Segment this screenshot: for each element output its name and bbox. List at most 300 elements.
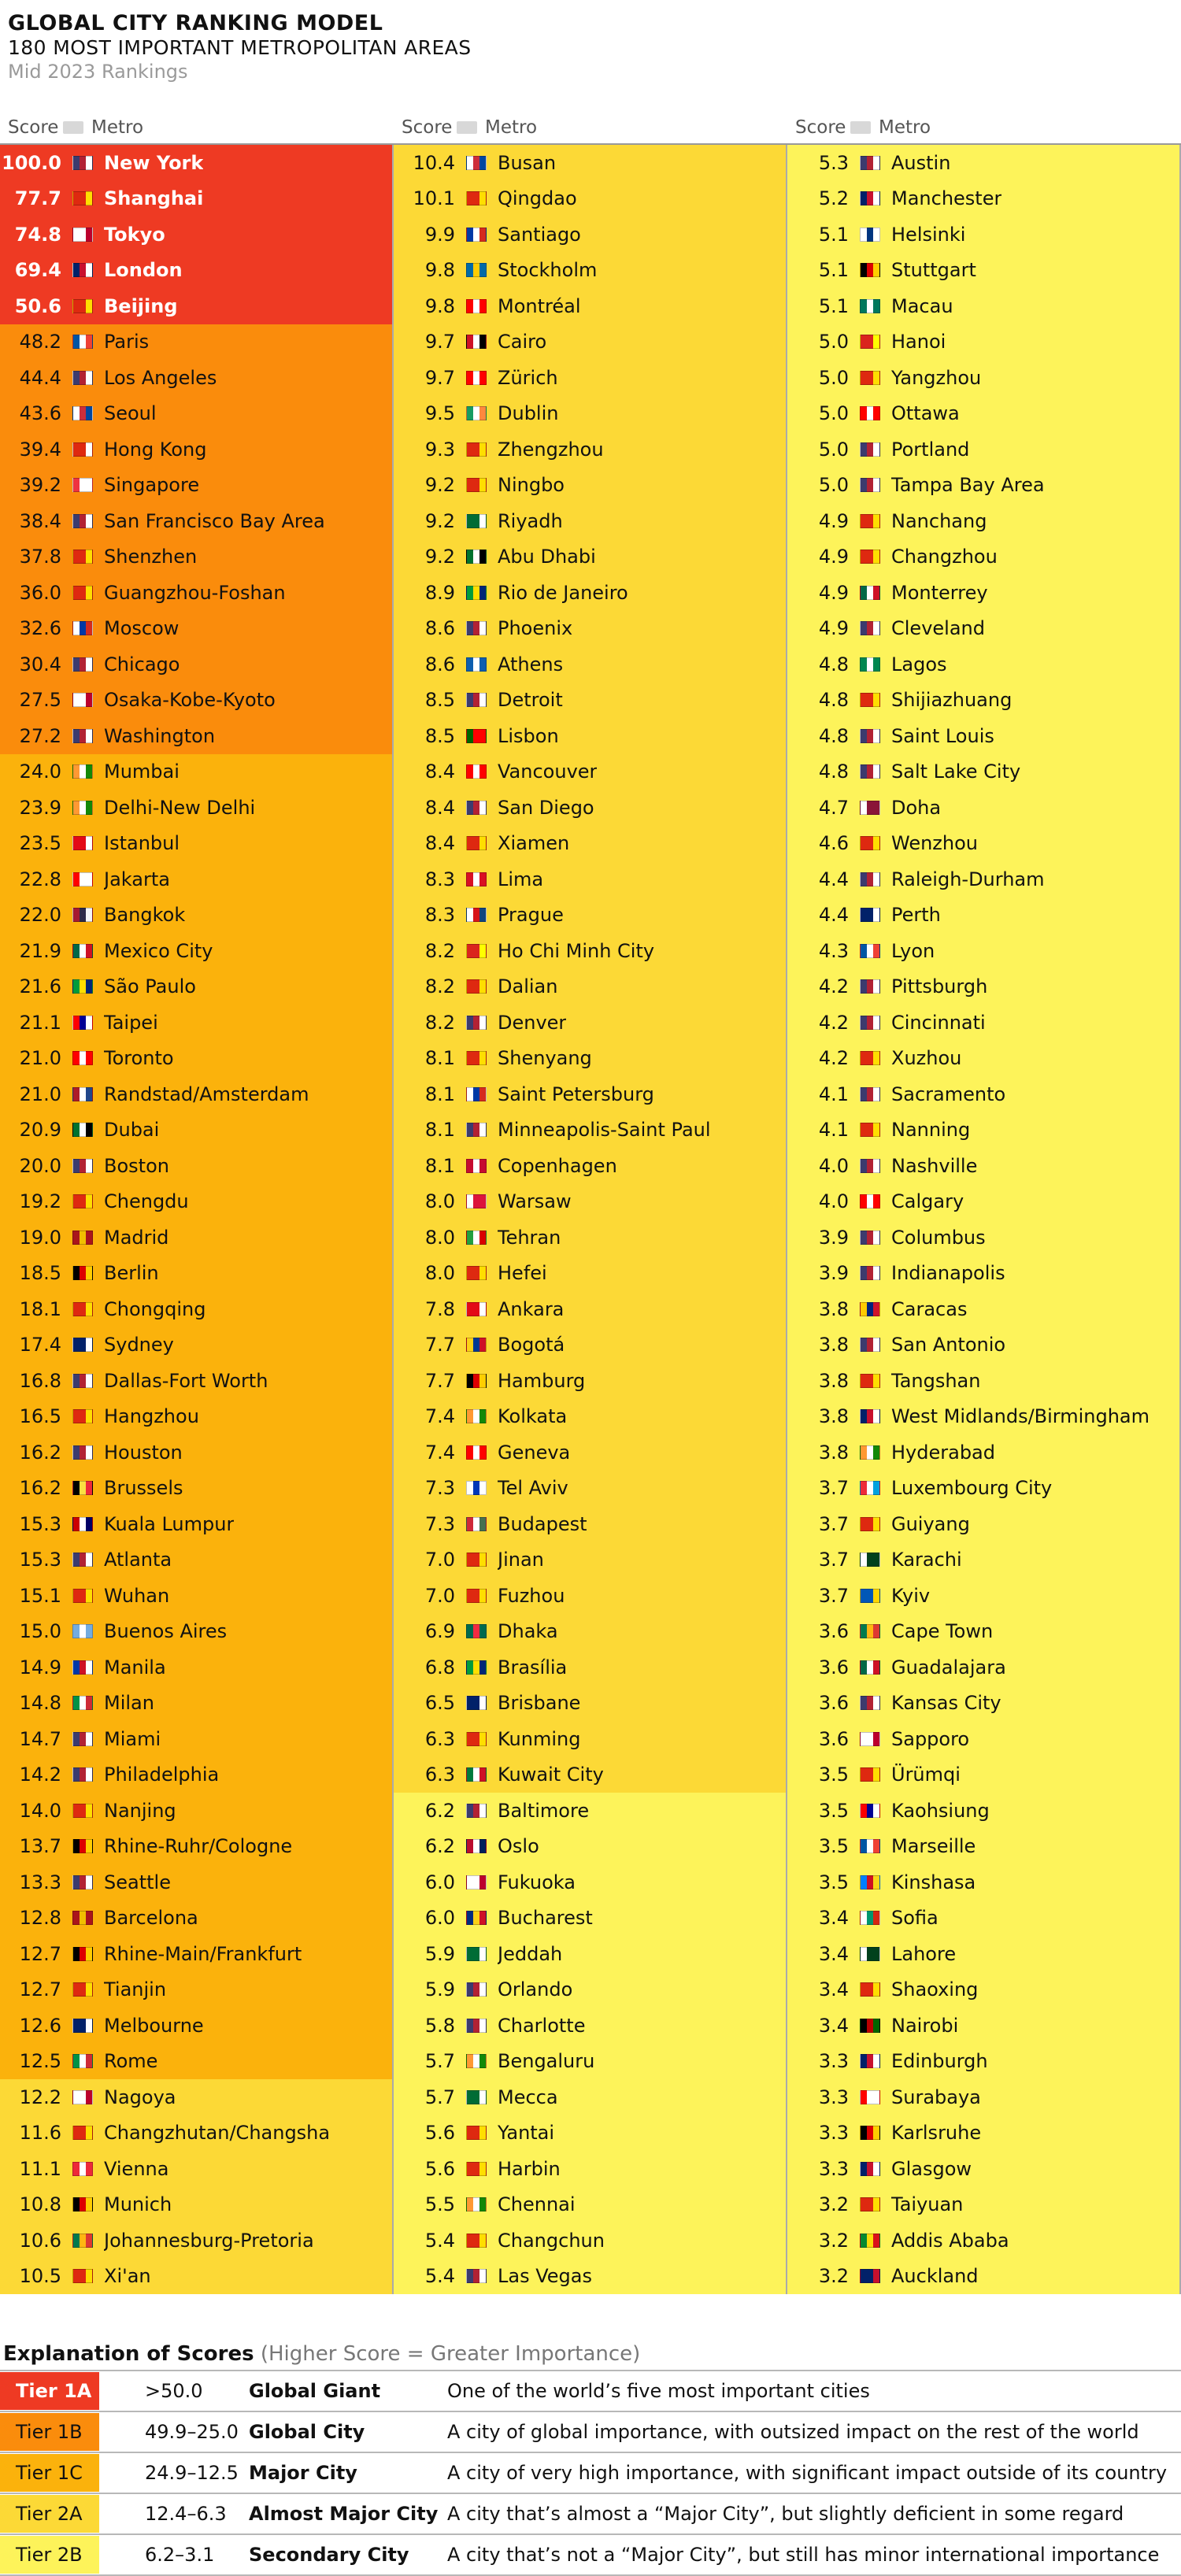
explanation-row [0, 2494, 1181, 2535]
metro-name: Salt Lake City [891, 761, 1021, 783]
metro-score: 8.4 [424, 761, 455, 783]
metro-score: 16.2 [19, 1477, 61, 1500]
metro-name: Ho Chi Minh City [498, 939, 655, 962]
ranking-row [0, 1614, 394, 1650]
metro-name: Auckland [891, 2265, 979, 2288]
metro-name: Perth [891, 904, 941, 927]
us-flag-icon [72, 1875, 93, 1889]
page-title: GLOBAL CITY RANKING MODEL [8, 11, 383, 35]
metro-score: 9.3 [424, 438, 455, 461]
ranking-row [787, 1757, 1181, 1793]
ranking-row [787, 1434, 1181, 1471]
gb-flag-icon [860, 2054, 880, 2068]
cn-flag-icon [860, 1123, 880, 1137]
ch-flag-icon [466, 371, 487, 385]
metro-score: 21.0 [19, 1047, 61, 1070]
metro-score: 9.7 [424, 331, 455, 353]
ranking-row [787, 2259, 1181, 2295]
ranking-row [787, 217, 1181, 253]
metro-score: 21.9 [19, 939, 61, 962]
us-flag-icon [72, 1732, 93, 1746]
metro-name: Shijiazhuang [891, 689, 1013, 712]
us-flag-icon [72, 1159, 93, 1173]
metro-name: Fukuoka [498, 1871, 576, 1893]
ranking-row [0, 2223, 394, 2259]
ar-flag-icon [72, 1624, 93, 1638]
metro-name: Budapest [498, 1512, 587, 1535]
cn-flag-icon [72, 550, 93, 564]
metro-score: 5.9 [424, 1942, 455, 1965]
ranking-row [0, 217, 394, 253]
metro-name: Hangzhou [104, 1405, 199, 1428]
column-header-score: Score [8, 117, 59, 138]
pk-flag-icon [860, 1553, 880, 1567]
metro-score: 9.9 [424, 223, 455, 246]
metro-score: 10.6 [19, 2229, 61, 2252]
metro-name: Baltimore [498, 1799, 590, 1822]
ie-flag-icon [466, 406, 487, 420]
metro-name: San Francisco Bay Area [104, 509, 325, 532]
metro-score: 3.4 [818, 1942, 849, 1965]
metro-name: Tianjin [104, 1978, 167, 2001]
metro-score: 3.6 [818, 1620, 849, 1643]
metro-score: 4.8 [818, 761, 849, 783]
metro-name: Macau [891, 294, 953, 317]
metro-name: Saint Petersburg [498, 1083, 654, 1105]
tier-description: A city of global importance, with outsized impact on the rest of the world [447, 2421, 1139, 2443]
score-range: 12.4–6.3 [145, 2503, 227, 2525]
metro-score: 4.0 [818, 1190, 849, 1213]
us-flag-icon [860, 1696, 880, 1710]
ranking-row [787, 324, 1181, 361]
metro-score: 43.6 [19, 402, 61, 425]
metro-name: Atlanta [104, 1549, 172, 1571]
ranking-row [394, 1793, 787, 1829]
ranking-row [787, 1291, 1181, 1327]
ranking-row [394, 826, 787, 862]
metro-name: Orlando [498, 1978, 573, 2001]
ranking-row [394, 1542, 787, 1579]
cn-flag-icon [466, 442, 487, 457]
fr-flag-icon [72, 335, 93, 349]
metro-name: Seattle [104, 1871, 171, 1893]
ranking-row [0, 1327, 394, 1364]
ranking-row [394, 754, 787, 790]
us-flag-icon [72, 1374, 93, 1388]
ranking-row [0, 1184, 394, 1220]
metro-name: Sapporo [891, 1727, 970, 1750]
metro-score: 4.0 [818, 1154, 849, 1177]
metro-score: 4.8 [818, 724, 849, 747]
tw-flag-icon [860, 1804, 880, 1818]
jp-flag-icon [72, 693, 93, 707]
metro-score: 5.3 [818, 151, 849, 174]
ranking-row [787, 288, 1181, 324]
metro-score: 7.4 [424, 1405, 455, 1428]
cn-flag-icon [466, 1266, 487, 1280]
cn-flag-icon [860, 2197, 880, 2211]
ranking-row [394, 253, 787, 289]
metro-name: Hyderabad [891, 1441, 995, 1464]
metro-score: 10.4 [413, 151, 455, 174]
cn-flag-icon [860, 1051, 880, 1065]
ranking-row [787, 718, 1181, 754]
ranking-row [0, 360, 394, 396]
metro-name: Guangzhou-Foshan [104, 581, 286, 604]
tier-description: A city that’s almost a “Major City”, but slightly deficient in some regard [447, 2503, 1124, 2525]
metro-score: 5.0 [818, 366, 849, 389]
fi-flag-icon [860, 228, 880, 242]
metro-name: Busan [498, 151, 557, 174]
metro-name: Karlsruhe [891, 2122, 982, 2145]
metro-score: 4.2 [818, 1011, 849, 1034]
ranking-row [394, 1506, 787, 1542]
metro-score: 8.1 [424, 1119, 455, 1142]
ranking-row [394, 646, 787, 683]
metro-name: Stockholm [498, 259, 598, 282]
metro-score: 5.1 [818, 294, 849, 317]
ranking-row [0, 2259, 394, 2295]
ranking-row [394, 1829, 787, 1865]
metro-name: Wuhan [104, 1584, 170, 1607]
metro-score: 23.9 [19, 796, 61, 819]
metro-name: Barcelona [104, 1907, 198, 1930]
metro-name: Jinan [498, 1549, 544, 1571]
metro-score: 69.4 [14, 259, 61, 282]
metro-name: Bucharest [498, 1907, 593, 1930]
metro-name: Vancouver [498, 761, 598, 783]
metro-score: 6.2 [424, 1799, 455, 1822]
fr-flag-icon [860, 944, 880, 958]
ranking-row [0, 503, 394, 539]
metro-score: 4.8 [818, 653, 849, 675]
metro-score: 5.0 [818, 331, 849, 353]
ranking-row [394, 1076, 787, 1112]
ranking-row [394, 1220, 787, 1256]
cn-flag-icon [860, 693, 880, 707]
ranking-row [394, 898, 787, 934]
ru-flag-icon [466, 1087, 487, 1101]
metro-score: 20.0 [19, 1154, 61, 1177]
ranking-row [394, 861, 787, 898]
ranking-row [0, 1793, 394, 1829]
metro-score: 24.0 [19, 761, 61, 783]
us-flag-icon [860, 764, 880, 779]
metro-name: Austin [891, 151, 951, 174]
ranking-row [394, 1614, 787, 1650]
metro-name: Lisbon [498, 724, 559, 747]
metro-name: Oslo [498, 1835, 539, 1858]
metro-score: 4.2 [818, 975, 849, 998]
it-flag-icon [72, 1696, 93, 1710]
ranking-row [394, 1291, 787, 1327]
ranking-row [394, 790, 787, 826]
metro-score: 6.5 [424, 1692, 455, 1715]
metro-name: Washington [104, 724, 216, 747]
metro-score: 3.5 [818, 1799, 849, 1822]
ranking-row [0, 1363, 394, 1399]
metro-score: 9.8 [424, 259, 455, 282]
metro-name: Hamburg [498, 1369, 586, 1392]
metro-score: 38.4 [19, 509, 61, 532]
ranking-row [0, 718, 394, 754]
ranking-row [787, 1864, 1181, 1901]
cn-flag-icon [860, 1982, 880, 1997]
flag-placeholder-icon [850, 121, 871, 134]
cn-flag-icon [72, 2126, 93, 2140]
ranking-row [787, 1649, 1181, 1686]
mx-flag-icon [860, 1660, 880, 1675]
metro-score: 20.9 [19, 1119, 61, 1142]
metro-name: West Midlands/Birmingham [891, 1405, 1150, 1428]
metro-score: 5.2 [818, 187, 849, 210]
metro-score: 27.2 [19, 724, 61, 747]
metro-name: Riyadh [498, 509, 563, 532]
ranking-row [787, 2223, 1181, 2259]
metro-name: Calgary [891, 1190, 964, 1213]
metro-name: Columbus [891, 1226, 986, 1249]
metro-name: Berlin [104, 1262, 159, 1285]
ranking-row [0, 1005, 394, 1041]
metro-name: Los Angeles [104, 366, 217, 389]
metro-name: Vienna [104, 2157, 169, 2180]
us-flag-icon [860, 156, 880, 170]
metro-score: 39.2 [19, 474, 61, 497]
us-flag-icon [860, 1016, 880, 1030]
metro-score: 23.5 [19, 832, 61, 855]
us-flag-icon [72, 156, 93, 170]
ranking-row [0, 539, 394, 576]
explanation-note: (Higher Score = Greater Importance) [260, 2342, 641, 2366]
metro-score: 4.6 [818, 832, 849, 855]
metro-score: 27.5 [19, 689, 61, 712]
metro-name: London [104, 259, 183, 282]
ranking-row [394, 2044, 787, 2080]
ranking-row [394, 1936, 787, 1972]
gb-flag-icon [860, 2162, 880, 2176]
metro-score: 37.8 [19, 546, 61, 568]
de-flag-icon [860, 263, 880, 277]
cn-flag-icon [466, 979, 487, 994]
metro-name: Tangshan [891, 1369, 981, 1392]
metro-score: 3.4 [818, 2014, 849, 2037]
br-flag-icon [72, 979, 93, 994]
metro-score: 15.3 [19, 1549, 61, 1571]
us-flag-icon [860, 1231, 880, 1245]
metro-name: Kyiv [891, 1584, 931, 1607]
metro-name: Lagos [891, 653, 947, 675]
metro-name: Copenhagen [498, 1154, 617, 1177]
ranking-row [0, 1686, 394, 1722]
ranking-row [787, 1220, 1181, 1256]
page-subtitle: 180 MOST IMPORTANT METROPOLITAN AREAS [8, 36, 472, 59]
ranking-row [394, 969, 787, 1005]
metro-name: Houston [104, 1441, 183, 1464]
metro-name: Mumbai [104, 761, 180, 783]
ranking-row [0, 1649, 394, 1686]
pt-flag-icon [466, 729, 487, 743]
ch-flag-icon [466, 1445, 487, 1460]
metro-score: 18.5 [19, 1262, 61, 1285]
metro-score: 7.4 [424, 1441, 455, 1464]
de-flag-icon [72, 2197, 93, 2211]
metro-score: 16.2 [19, 1441, 61, 1464]
metro-name: Fuzhou [498, 1584, 565, 1607]
metro-name: San Diego [498, 796, 594, 819]
nz-flag-icon [860, 2269, 880, 2283]
metro-name: Kinshasa [891, 1871, 976, 1893]
metro-score: 7.8 [424, 1297, 455, 1320]
metro-score: 8.6 [424, 653, 455, 675]
us-flag-icon [72, 514, 93, 528]
explanation-section [0, 2338, 1181, 2576]
ranking-row [0, 1936, 394, 1972]
us-flag-icon [860, 1087, 880, 1101]
metro-name: Doha [891, 796, 942, 819]
ranking-row [394, 539, 787, 576]
es-flag-icon [72, 1231, 93, 1245]
score-range: 6.2–3.1 [145, 2544, 215, 2566]
ranking-row [0, 611, 394, 647]
de-flag-icon [72, 1839, 93, 1853]
us-flag-icon [72, 657, 93, 672]
metro-name: Chennai [498, 2193, 576, 2216]
metro-score: 3.3 [818, 2122, 849, 2145]
tier-description: A city of very high importance, with significant impact outside of its country [447, 2462, 1168, 2484]
ranking-row [394, 288, 787, 324]
tw-flag-icon [72, 1016, 93, 1030]
metro-name: Abu Dhabi [498, 546, 596, 568]
eg-flag-icon [466, 335, 487, 349]
at-flag-icon [72, 2162, 93, 2176]
metro-name: Saint Louis [891, 724, 994, 747]
cn-flag-icon [466, 191, 487, 205]
metro-name: Portland [891, 438, 970, 461]
ca-flag-icon [860, 1194, 880, 1208]
metro-score: 8.1 [424, 1154, 455, 1177]
kr-flag-icon [72, 406, 93, 420]
us-flag-icon [860, 1338, 880, 1352]
ranking-row [394, 1649, 787, 1686]
us-flag-icon [860, 478, 880, 492]
metro-name: Mecca [498, 2086, 558, 2108]
metro-score: 16.5 [19, 1405, 61, 1428]
in-flag-icon [466, 2054, 487, 2068]
metro-name: Wenzhou [891, 832, 979, 855]
metro-name: Xiamen [498, 832, 570, 855]
ranking-row [0, 253, 394, 289]
ranking-row [787, 2115, 1181, 2152]
score-range: >50.0 [145, 2380, 203, 2402]
metro-name: Kunming [498, 1727, 581, 1750]
us-flag-icon [466, 2269, 487, 2283]
score-range: 24.9–12.5 [145, 2462, 239, 2484]
metro-score: 3.4 [818, 1978, 849, 2001]
metro-name: Dubai [104, 1119, 160, 1142]
ae-flag-icon [72, 1123, 93, 1137]
ranking-row [787, 1614, 1181, 1650]
metro-name: Tel Aviv [498, 1477, 568, 1500]
metro-name: San Antonio [891, 1334, 1006, 1356]
metro-score: 6.2 [424, 1835, 455, 1858]
ua-flag-icon [860, 1589, 880, 1603]
metro-score: 12.7 [19, 1942, 61, 1965]
us-flag-icon [72, 1767, 93, 1782]
metro-name: Karachi [891, 1549, 962, 1571]
ranking-row [394, 1434, 787, 1471]
metro-name: Brisbane [498, 1692, 581, 1715]
metro-name: Munich [104, 2193, 172, 2216]
br-flag-icon [466, 586, 487, 600]
ranking-column-3 [787, 112, 1181, 2294]
ranking-row [787, 1363, 1181, 1399]
mx-flag-icon [860, 586, 880, 600]
nl-flag-icon [72, 1087, 93, 1101]
metro-score: 16.8 [19, 1369, 61, 1392]
de-flag-icon [72, 1947, 93, 1961]
metro-name: São Paulo [104, 975, 196, 998]
id-flag-icon [860, 2090, 880, 2104]
ranking-row [394, 1256, 787, 1292]
metro-name: Harbin [498, 2157, 561, 2180]
ranking-row [0, 1542, 394, 1579]
metro-name: Jeddah [498, 1942, 563, 1965]
metro-score: 3.2 [818, 2265, 849, 2288]
metro-name: Seoul [104, 402, 157, 425]
ranking-row [0, 2079, 394, 2115]
metro-name: Cincinnati [891, 1011, 986, 1034]
ca-flag-icon [466, 299, 487, 313]
ranking-row [787, 790, 1181, 826]
us-flag-icon [860, 1266, 880, 1280]
ranking-row [0, 1471, 394, 1507]
metro-score: 3.9 [818, 1262, 849, 1285]
metro-name: Ottawa [891, 402, 960, 425]
metro-name: Singapore [104, 474, 200, 497]
de-flag-icon [466, 1374, 487, 1388]
metro-name: Delhi-New Delhi [104, 796, 256, 819]
metro-score: 15.3 [19, 1512, 61, 1535]
us-flag-icon [860, 621, 880, 635]
ranking-row [787, 2151, 1181, 2187]
ranking-row [0, 431, 394, 468]
kw-flag-icon [466, 1767, 487, 1782]
ranking-row [394, 611, 787, 647]
metro-score: 5.0 [818, 402, 849, 425]
ranking-row [394, 2079, 787, 2115]
ca-flag-icon [860, 406, 880, 420]
metro-score: 30.4 [19, 653, 61, 675]
metro-name: Athens [498, 653, 564, 675]
metro-name: Beijing [104, 294, 178, 317]
metro-score: 3.5 [818, 1835, 849, 1858]
ranking-column-1 [0, 112, 394, 2294]
es-flag-icon [72, 1911, 93, 1925]
metro-name: Phoenix [498, 617, 573, 640]
us-flag-icon [860, 1159, 880, 1173]
ranking-row [0, 1901, 394, 1937]
sa-flag-icon [466, 1947, 487, 1961]
ranking-row [394, 1972, 787, 2008]
ranking-row [0, 1256, 394, 1292]
metro-name: Kansas City [891, 1692, 1001, 1715]
metro-name: Glasgow [891, 2157, 972, 2180]
metro-score: 3.3 [818, 2157, 849, 2180]
ranking-row [394, 1757, 787, 1793]
metro-score: 14.9 [19, 1656, 61, 1678]
cn-flag-icon [860, 1374, 880, 1388]
ranking-row [394, 1148, 787, 1184]
